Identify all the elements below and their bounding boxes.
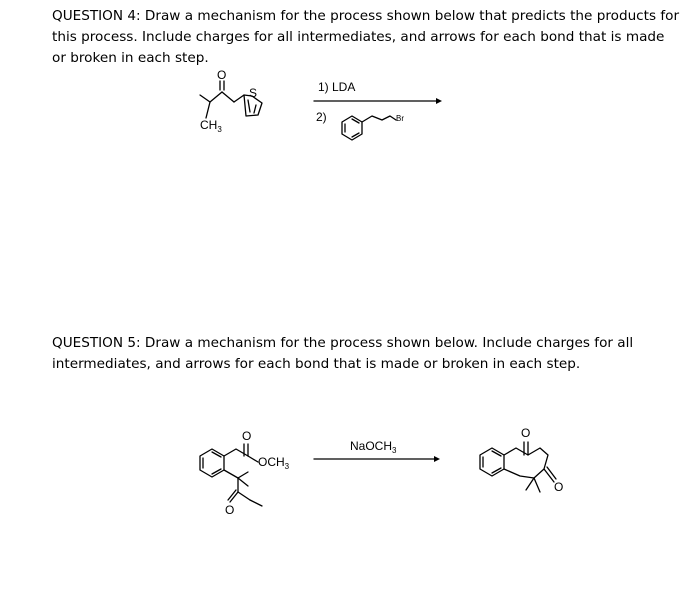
- q5-product-structure: [480, 426, 563, 494]
- q4-bromide-label: Br: [396, 114, 404, 123]
- q5-arrow-head: [434, 456, 440, 462]
- q5-reactant-structure: [200, 429, 290, 517]
- question-5-text: QUESTION 5: Draw a mechanism for the process shown below. Include charges for all intermediates, and arrows for each bond that is made or broken in each step.: [52, 335, 634, 372]
- q5-oxygen-bottom-label: O: [225, 503, 235, 517]
- q5-reagent: [314, 439, 440, 462]
- q4-step2-label: 2): [316, 110, 327, 124]
- q5-product-oxygen-side-label: O: [554, 480, 564, 494]
- question-4-text: QUESTION 4: Draw a mechanism for the process shown below that predicts the products for this process. Include charges for all intermediates, and arrows for each bond that is made or broken in each step.: [52, 8, 680, 66]
- q4-step1-label: 1) LDA: [318, 80, 356, 94]
- q5-product-oxygen-top-label: O: [521, 426, 531, 440]
- q4-arrow-head: [436, 98, 442, 104]
- q5-reagent-label: NaOCH$_3$: [350, 439, 397, 455]
- q4-methyl-label: $CH_3$: [200, 118, 222, 134]
- q4-oxygen-label: O: [217, 68, 227, 82]
- q5-oxygen-top-label: O: [242, 429, 252, 443]
- q4-reagents: [314, 80, 442, 140]
- q5-ester-label: $OCH_3$: [258, 455, 290, 471]
- q4-sulfur-label: S: [249, 86, 258, 100]
- q4-reactant-structure: [200, 68, 262, 134]
- q4-benzyl-bromide: [342, 114, 404, 140]
